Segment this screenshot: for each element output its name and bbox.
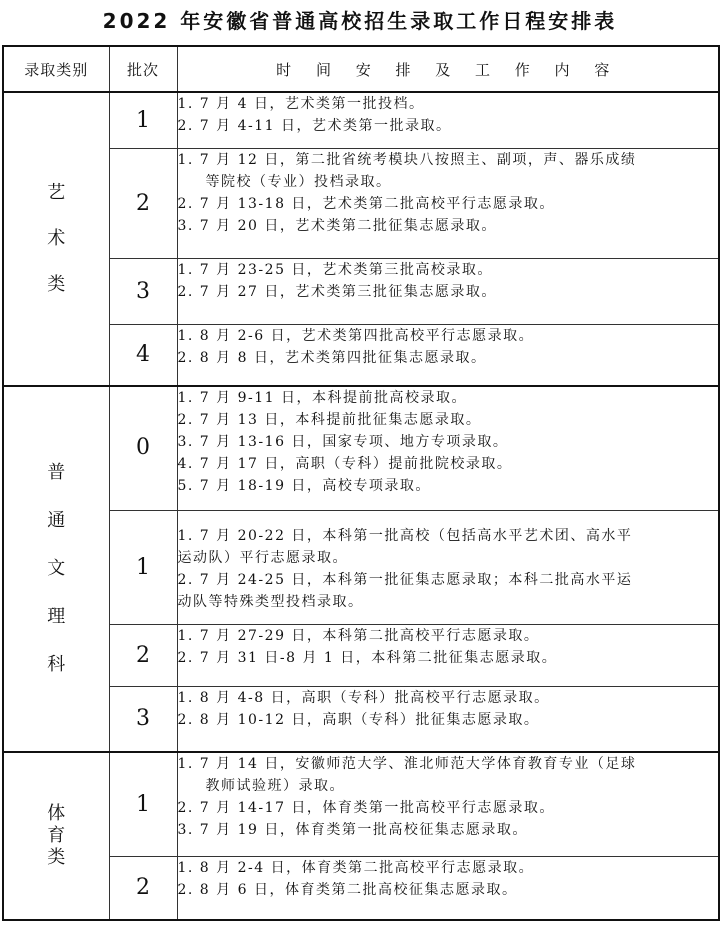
schedule-line: 等院校（专业）投档录取。 [205,173,392,190]
schedule-line: 2. 7 月 13-18 日，艺术类第二批高校平行志愿录取。 [177,195,555,212]
schedule-content [177,510,719,624]
schedule-line: 2. 8 月 6 日，体育类第二批高校征集志愿录取。 [177,881,518,898]
category-char: 艺 [47,182,66,203]
table-row [3,752,719,856]
category-char: 术 [47,228,66,249]
schedule-content [177,258,719,324]
schedule-line: 4. 7 月 17 日，高职（专科）提前批院校录取。 [177,456,513,472]
schedule-content [177,856,719,920]
batch-number: 3 [109,686,177,752]
batch-number: 2 [109,148,177,258]
category-art [3,92,109,386]
schedule-line: 2. 8 月 8 日，艺术类第四批征集志愿录取。 [177,349,487,366]
schedule-line: 1. 7 月 14 日，安徽师范大学、淮北师范大学体育教育专业（足球 [177,756,637,772]
batch-number: 1 [109,92,177,148]
category-sports [3,752,109,920]
schedule-content [177,624,719,686]
schedule-line: 2. 7 月 13 日，本科提前批征集志愿录取。 [177,412,482,428]
batch-number: 1 [109,510,177,624]
table-row [3,624,719,686]
schedule-line: 1. 7 月 23-25 日，艺术类第三批高校录取。 [177,261,493,278]
batch-number: 1 [109,752,177,856]
schedule-line: 1. 7 月 12 日，第二批省统考模块八按照主、副项，声、器乐成绩 [177,151,637,168]
schedule-table [2,45,720,921]
schedule-content [177,686,719,752]
schedule-content [177,324,719,386]
table-row [3,856,719,920]
category-char: 类 [47,274,66,295]
schedule-line: 1. 8 月 4-8 日，高职（专科）批高校平行志愿录取。 [177,689,550,706]
category-char: 类 [47,847,66,868]
header-category: 录取类别 [3,46,109,92]
schedule-line: 动队等特殊类型投档录取。 [177,593,364,610]
schedule-line: 1. 7 月 27-29 日，本科第二批高校平行志愿录取。 [177,627,540,644]
category-char: 文 [47,558,66,579]
schedule-line: 2. 7 月 24-25 日，本科第一批征集志愿录取；本科二批高水平运 [177,571,633,588]
table-row [3,686,719,752]
page-title: 2022 年安徽省普通高校招生录取工作日程安排表 [102,9,618,33]
category-char: 科 [47,654,66,675]
schedule-line: 5. 7 月 18-19 日，高校专项录取。 [177,478,431,494]
category-general [3,386,109,752]
schedule-line: 3. 7 月 19 日，体育类第一批高校征集志愿录取。 [177,822,528,838]
table-row [3,324,719,386]
table-row [3,258,719,324]
schedule-line: 1. 7 月 4 日，艺术类第一批投档。 [177,96,425,112]
schedule-content [177,386,719,510]
header-content: 时 间 安 排 及 工 作 内 容 [177,46,719,92]
schedule-line: 3. 7 月 20 日，艺术类第二批征集志愿录取。 [177,217,497,234]
table-header-row [3,46,719,92]
table-row [3,510,719,624]
table-row [3,148,719,258]
category-char: 体 [47,803,66,824]
schedule-line: 教师试验班）录取。 [205,778,345,794]
schedule-line: 运动队）平行志愿录取。 [177,549,348,566]
category-char: 理 [47,606,66,627]
schedule-content [177,752,719,856]
category-char: 普 [47,462,66,483]
category-char: 通 [47,510,66,531]
table-row [3,92,719,148]
schedule-line: 2. 7 月 14-17 日，体育类第一批高校平行志愿录取。 [177,800,555,816]
batch-number: 3 [109,258,177,324]
table-row [3,386,719,510]
schedule-line: 2. 7 月 31 日-8 月 1 日，本科第二批征集志愿录取。 [177,649,558,666]
schedule-line: 2. 8 月 10-12 日，高职（专科）批征集志愿录取。 [177,711,540,728]
batch-number: 2 [109,856,177,920]
schedule-line: 1. 8 月 2-4 日，体育类第二批高校平行志愿录取。 [177,859,535,876]
schedule-line: 1. 7 月 20-22 日，本科第一批高校（包括高水平艺术团、高水平 [177,527,633,544]
schedule-line: 1. 7 月 9-11 日，本科提前批高校录取。 [177,390,468,406]
schedule-line: 2. 7 月 4-11 日，艺术类第一批录取。 [177,118,452,134]
category-char: 育 [47,825,66,846]
batch-number: 4 [109,324,177,386]
header-batch: 批次 [109,46,177,92]
batch-number: 0 [109,386,177,510]
schedule-line: 1. 8 月 2-6 日，艺术类第四批高校平行志愿录取。 [177,327,535,344]
schedule-line: 2. 7 月 27 日，艺术类第三批征集志愿录取。 [177,283,497,300]
schedule-line: 3. 7 月 13-16 日，国家专项、地方专项录取。 [177,434,509,450]
schedule-content [177,148,719,258]
batch-number: 2 [109,624,177,686]
schedule-content [177,92,719,148]
